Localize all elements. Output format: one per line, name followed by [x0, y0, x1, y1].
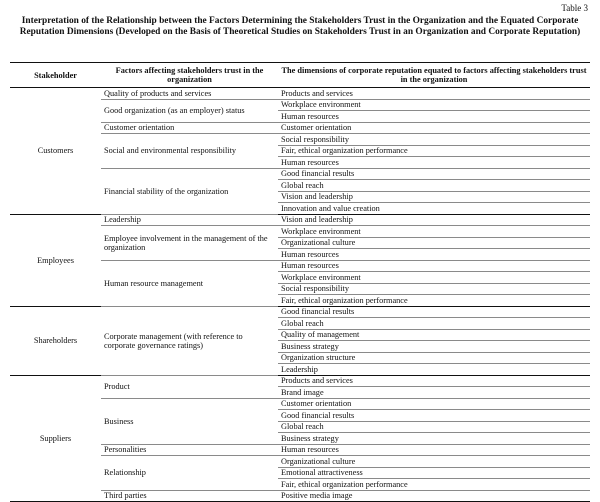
dimension-cell: Customer orientation: [278, 398, 590, 410]
dimension-cell: Organization structure: [278, 352, 590, 364]
stakeholder-cell: Customers: [10, 88, 101, 215]
factor-cell: Leadership: [101, 214, 278, 226]
dimension-cell: Organizational culture: [278, 237, 590, 249]
dimension-cell: Good financial results: [278, 306, 590, 318]
header-stakeholder: Stakeholder: [10, 63, 101, 88]
header-dimensions: The dimensions of corporate reputation equated to factors affecting stakeholders trust in the organization: [278, 63, 590, 88]
dimension-cell: Workplace environment: [278, 99, 590, 111]
dimension-cell: Emotional attractiveness: [278, 467, 590, 479]
dimension-cell: Business strategy: [278, 433, 590, 445]
dimension-cell: Global reach: [278, 421, 590, 433]
dimension-cell: Products and services: [278, 88, 590, 100]
dimension-cell: Human resources: [278, 157, 590, 169]
factor-cell: Quality of products and services: [101, 88, 278, 100]
dimension-cell: Vision and leadership: [278, 214, 590, 226]
table-row: [10, 88, 590, 100]
dimension-cell: Human resources: [278, 111, 590, 123]
table-number: Table 3: [561, 3, 588, 13]
dimension-cell: Workplace environment: [278, 272, 590, 284]
dimension-cell: Brand image: [278, 387, 590, 399]
dimension-cell: Innovation and value creation: [278, 203, 590, 215]
dimension-cell: Social responsibility: [278, 283, 590, 295]
factor-cell: Third parties: [101, 490, 278, 502]
factor-cell: Human resource management: [101, 260, 278, 306]
table-row: [10, 214, 590, 226]
dimension-cell: Fair, ethical organization performance: [278, 145, 590, 157]
table-row: [10, 375, 590, 387]
factor-cell: Social and environmental responsibility: [101, 134, 278, 169]
dimension-cell: Global reach: [278, 180, 590, 192]
dimension-cell: Human resources: [278, 444, 590, 456]
dimension-cell: Products and services: [278, 375, 590, 387]
stakeholder-cell: Employees: [10, 214, 101, 306]
factor-cell: Employee involvement in the management of the organization: [101, 226, 278, 261]
dimension-cell: Human resources: [278, 260, 590, 272]
factor-cell: Product: [101, 375, 278, 398]
dimension-cell: Good financial results: [278, 410, 590, 422]
factor-cell: Good organization (as an employer) status: [101, 99, 278, 122]
dimension-cell: Business strategy: [278, 341, 590, 353]
dimension-cell: Quality of management: [278, 329, 590, 341]
dimension-cell: Social responsibility: [278, 134, 590, 146]
dimension-cell: Organizational culture: [278, 456, 590, 468]
dimension-cell: Human resources: [278, 249, 590, 261]
dimension-cell: Fair, ethical organization performance: [278, 479, 590, 491]
dimension-cell: Fair, ethical organization performance: [278, 295, 590, 307]
dimension-cell: Customer orientation: [278, 122, 590, 134]
stakeholder-cell: Suppliers: [10, 375, 101, 502]
factor-cell: Relationship: [101, 456, 278, 491]
factor-cell: Customer orientation: [101, 122, 278, 134]
header-factors: Factors affecting stakeholders trust in the organization: [101, 63, 278, 88]
table-header-row: [10, 63, 590, 88]
table-row: [10, 306, 590, 318]
factor-cell: Business: [101, 398, 278, 444]
dimension-cell: Good financial results: [278, 168, 590, 180]
factor-cell: Financial stability of the organization: [101, 168, 278, 214]
factor-cell: Personalities: [101, 444, 278, 456]
table-body: [10, 88, 590, 502]
dimension-cell: Global reach: [278, 318, 590, 330]
table-caption: Interpretation of the Relationship between the Factors Determining the Stakeholders Trust in the Organization and the Equated Corporate Reputation Dimensions (Developed on the Basis of Theoretical Studies on Stakeholders Trust in an Organization and Corporate Reputation): [19, 16, 581, 37]
dimension-cell: Positive media image: [278, 490, 590, 502]
dimension-cell: Leadership: [278, 364, 590, 376]
dimension-cell: Vision and leadership: [278, 191, 590, 203]
stakeholder-cell: Shareholders: [10, 306, 101, 375]
factor-cell: Corporate management (with reference to corporate governance ratings): [101, 306, 278, 375]
reputation-table: [10, 62, 590, 502]
dimension-cell: Workplace environment: [278, 226, 590, 238]
